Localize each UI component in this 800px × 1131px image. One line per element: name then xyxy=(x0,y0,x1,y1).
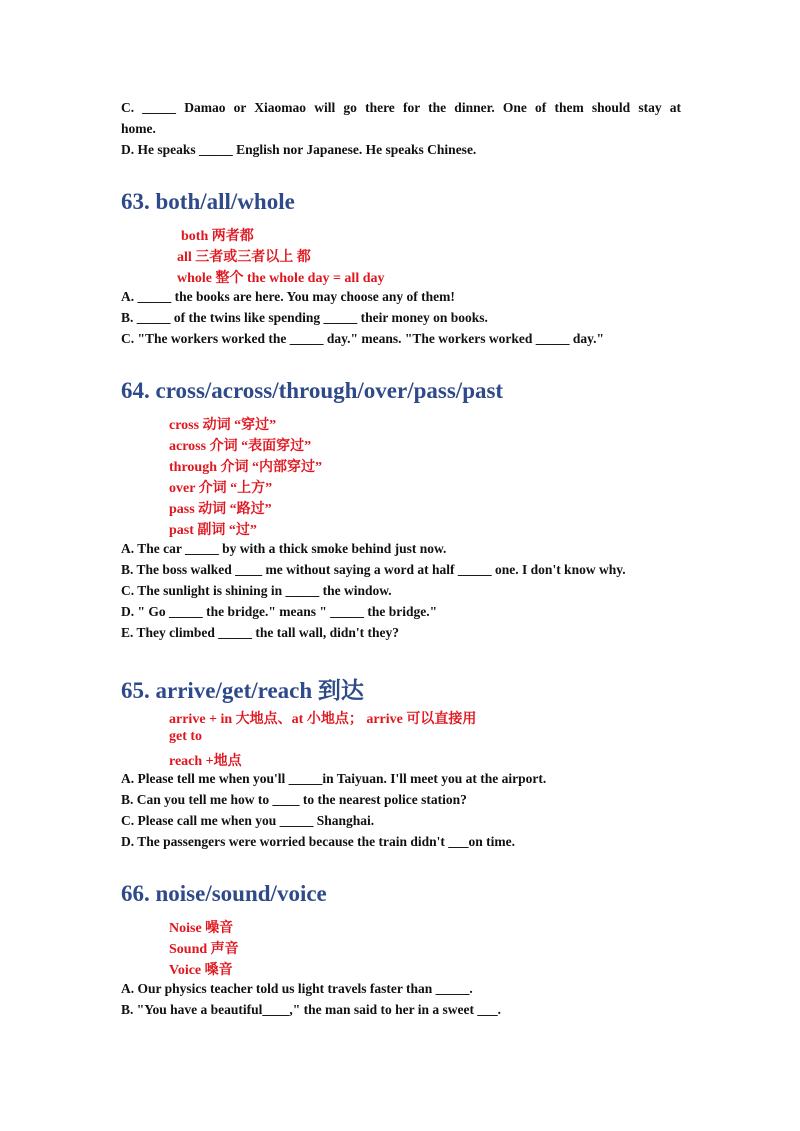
note-reach: reach +地点 xyxy=(169,754,242,769)
question-65-a: A. Please tell me when you'll _____in Taiyuan. I'll meet you at the airport. xyxy=(121,771,547,786)
note-through: through 介词 “内部穿过” xyxy=(169,460,322,475)
question-64-a: A. The car _____ by with a thick smoke behind just now. xyxy=(121,541,447,556)
note-noise: Noise 噪音 xyxy=(169,921,234,936)
note-over: over 介词 “上方” xyxy=(169,481,273,496)
section-heading-65: 65. arrive/get/reach 到达 xyxy=(121,678,364,703)
note-sound: Sound 声音 xyxy=(169,942,239,957)
section-heading-64: 64. cross/across/through/over/pass/past xyxy=(121,378,504,403)
note-both: both 两者都 xyxy=(181,229,254,244)
note-all: all 三者或三者以上 都 xyxy=(177,250,311,265)
note-across: across 介词 “表面穿过” xyxy=(169,439,312,454)
question-64-c: C. The sunlight is shining in _____ the window. xyxy=(121,583,392,598)
question-c-line2: home. xyxy=(121,121,156,136)
question-66-b: B. "You have a beautiful____," the man said to her in a sweet ___. xyxy=(121,1002,502,1017)
question-64-b: B. The boss walked ____ me without saying a word at half _____ one. I don't know why. xyxy=(121,562,626,577)
question-65-c: C. Please call me when you _____ Shanghai. xyxy=(121,813,375,828)
question-64-d: D. " Go _____ the bridge." means " _____ the bridge." xyxy=(121,604,438,619)
question-63-c: C. "The workers worked the _____ day." means. "The workers worked _____ day." xyxy=(121,331,604,346)
question-d: D. He speaks _____ English nor Japanese. He speaks Chinese. xyxy=(121,142,477,157)
note-cross: cross 动词 “穿过” xyxy=(169,418,277,433)
question-64-e: E. They climbed _____ the tall wall, didn't they? xyxy=(121,625,400,640)
note-whole: whole 整个 the whole day = all day xyxy=(177,271,385,286)
question-63-a: A. _____ the books are here. You may choose any of them! xyxy=(121,289,455,304)
question-66-a: A. Our physics teacher told us light travels faster than _____. xyxy=(121,981,473,996)
note-arrive: arrive + in 大地点、at 小地点； arrive 可以直接用 xyxy=(169,712,477,727)
section-heading-66: 66. noise/sound/voice xyxy=(121,881,327,906)
note-voice: Voice 嗓音 xyxy=(169,963,233,978)
note-past: past 副词 “过” xyxy=(169,523,257,538)
note-get-to: get to xyxy=(169,729,203,744)
question-63-b: B. _____ of the twins like spending _____ their money on books. xyxy=(121,310,488,325)
question-c-line1: C. _____ Damao or Xiaomao will go there for the dinner. One of them should stay at xyxy=(121,100,681,115)
question-65-b: B. Can you tell me how to ____ to the nearest police station? xyxy=(121,792,467,807)
question-65-d: D. The passengers were worried because the train didn't ___on time. xyxy=(121,834,515,849)
section-heading-63: 63. both/all/whole xyxy=(121,189,295,214)
note-pass: pass 动词 “路过” xyxy=(169,502,272,517)
